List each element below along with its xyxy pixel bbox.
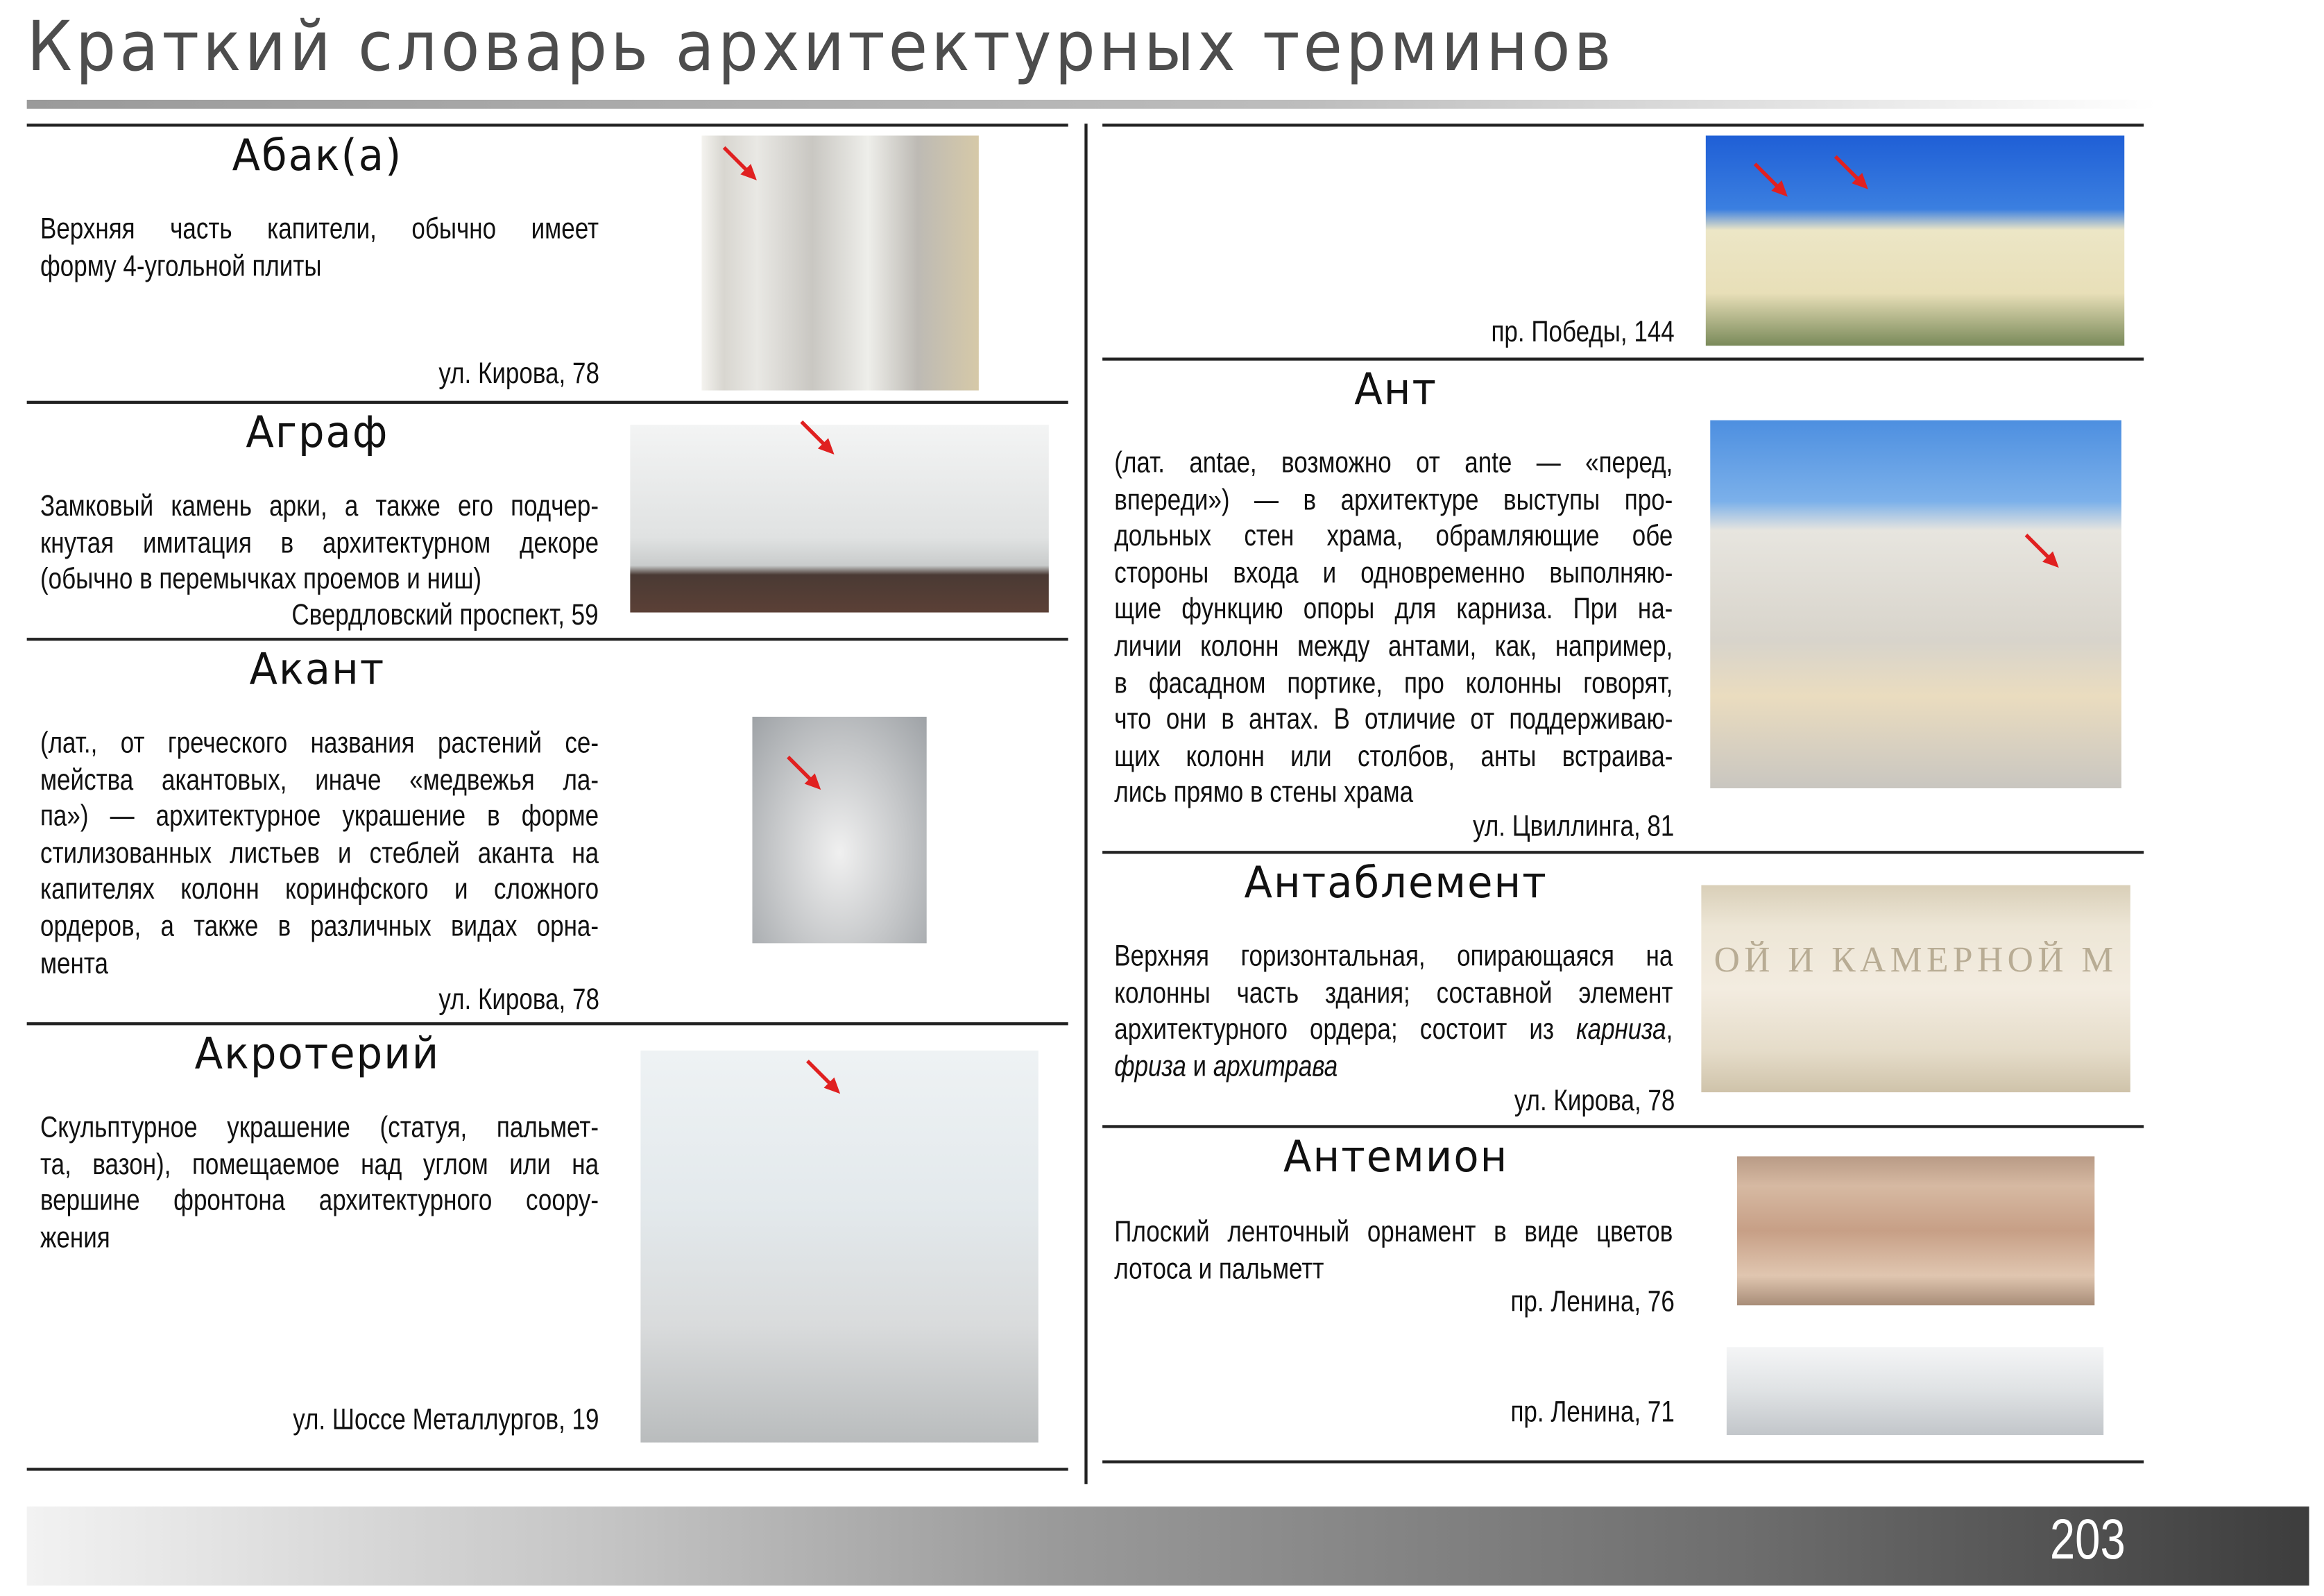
description-line: стилизованных листьев и стеблей аканта на (40, 837, 599, 870)
text-segment: Верхняя горизонтальная, опирающаяся на (1114, 940, 1673, 974)
description-line: (лат., от греческого названия растений се- (40, 727, 599, 761)
italic-term: фриза (1114, 1050, 1186, 1083)
column-divider (1084, 124, 1086, 1484)
entry-divider (1102, 1125, 2144, 1127)
entry-divider (1102, 851, 2144, 853)
description-line (1114, 976, 1673, 1012)
entry-term: Антемион (1283, 1130, 1509, 1182)
description-line: капителях колонн коринфского и сложного (40, 874, 599, 907)
description-line (1114, 939, 1673, 976)
entry-divider (27, 1022, 1068, 1024)
entry-photo (1701, 885, 2130, 1092)
text-segment: архитектурного ордера; состоит из (1114, 1013, 1577, 1046)
text-segment: , (1666, 1013, 1673, 1046)
description-line: (лат. antae, возможно от ante — «перед, (1114, 447, 1673, 480)
page-title: Краткий словарь архитектурных терминов (26, 6, 1615, 87)
red-arrow-icon (721, 144, 760, 183)
entry-term: Акант (249, 643, 386, 695)
description-line: лись прямо в стены храма (1114, 776, 1414, 810)
entry-address: ул. Кирова, 78 (1514, 1085, 1675, 1118)
entry-address: ул. Цвиллинга, 81 (1473, 810, 1675, 844)
italic-term: архитрава (1213, 1050, 1338, 1083)
description-line: Плоский ленточный орнамент в виде цветов (1114, 1216, 1673, 1249)
red-arrow-icon (798, 418, 837, 457)
entry-photo (630, 425, 1048, 613)
description-line: форму 4-угольной плиты (40, 249, 322, 283)
entry-description (1114, 939, 1673, 1085)
description-line: в фасадном портике, про колонны говорят, (1114, 667, 1673, 700)
entry-divider (1102, 124, 2144, 126)
red-arrow-icon (805, 1058, 844, 1097)
red-arrow-icon (1832, 153, 1871, 192)
description-line: мейства акантовых, иначе «медвежья ла- (40, 763, 599, 797)
description-line: дольных стен храма, обрамляющие обе (1114, 520, 1673, 554)
description-line: личии колонн между антами, как, например, (1114, 630, 1673, 663)
red-arrow-icon (2023, 532, 2062, 571)
entry-description (40, 489, 599, 598)
entry-photo (640, 1051, 1038, 1443)
entry-photo (1710, 421, 2121, 788)
description-line: ордеров, а также в различных видах орна- (40, 910, 599, 944)
description-line: щих колонн или столбов, анты встраива- (1114, 740, 1673, 773)
entry-description (40, 1110, 599, 1257)
description-line: па») — архитектурное украшение в форме (40, 800, 599, 833)
entry-term: Аграф (246, 407, 389, 458)
footer-bar (27, 1506, 2309, 1586)
entry-address: ул. Шоссе Металлургов, 19 (293, 1403, 599, 1437)
entry-description (1114, 1214, 1673, 1288)
entry-divider (27, 124, 1068, 126)
entry-address: пр. Ленина, 76 (1510, 1286, 1675, 1319)
description-line (1114, 1049, 1673, 1085)
entry-divider (1102, 357, 2144, 359)
entry-address: пр. Ленина, 71 (1510, 1396, 1675, 1429)
entry-address: ул. Кирова, 78 (438, 983, 599, 1017)
section-end-divider (1102, 1460, 2144, 1462)
title-underline (27, 100, 2158, 109)
description-line: кнутая имитация в архитектурном декоре (40, 527, 599, 560)
red-arrow-icon (1752, 161, 1791, 200)
description-line: впереди») — в архитектуре выступы про- (1114, 484, 1673, 517)
description-line: лотоса и пальметт (1114, 1253, 1324, 1286)
description-line: жения (40, 1221, 110, 1255)
entry-description (1114, 445, 1673, 812)
section-end-divider (27, 1468, 1068, 1470)
description-line: Замковый камень арки, а также его подчер- (40, 490, 599, 523)
description-line: Верхняя часть капители, обычно имеет (40, 213, 599, 246)
description-line: Скульптурное украшение (статуя, пальмет- (40, 1111, 599, 1145)
entry-divider (27, 638, 1068, 640)
page-number: 203 (2049, 1509, 2126, 1572)
entry-description (40, 726, 599, 983)
description-line: стороны входа и одновременно выполняю- (1114, 557, 1673, 590)
entry-photo (1737, 1156, 2094, 1305)
description-line: та, вазон), помещаемое над углом или на (40, 1148, 599, 1182)
entry-address: ул. Кирова, 78 (438, 357, 599, 391)
entry-photo (752, 717, 926, 943)
entry-term: Абак(а) (232, 129, 403, 180)
description-line: (обычно в перемычках проемов и ниш) (40, 563, 482, 597)
entry-description (40, 212, 599, 285)
entry-photo (1727, 1347, 2103, 1435)
entry-address: Свердловский проспект, 59 (292, 599, 599, 632)
description-line: что они в антах. В отличие от поддерживаю- (1114, 703, 1673, 737)
photo-inscription: ОЙ И КАМЕРНОЙ М (1714, 942, 2118, 981)
description-line: мента (40, 946, 108, 980)
text-segment: и (1186, 1050, 1213, 1083)
entry-address: пр. Победы, 144 (1491, 316, 1675, 349)
entry-divider (27, 401, 1068, 403)
description-line: щие функцию опоры для карниза. При на- (1114, 593, 1673, 627)
description-line: вершине фронтона архитектурного соору- (40, 1185, 599, 1218)
red-arrow-icon (785, 754, 824, 793)
italic-term: карниза (1576, 1013, 1666, 1046)
entry-term: Антаблемент (1244, 856, 1548, 908)
description-line (1114, 1012, 1673, 1049)
entry-term: Акротерий (194, 1028, 441, 1079)
entry-term: Ант (1354, 363, 1438, 414)
text-segment: колонны часть здания; составной элемент (1114, 976, 1673, 1010)
